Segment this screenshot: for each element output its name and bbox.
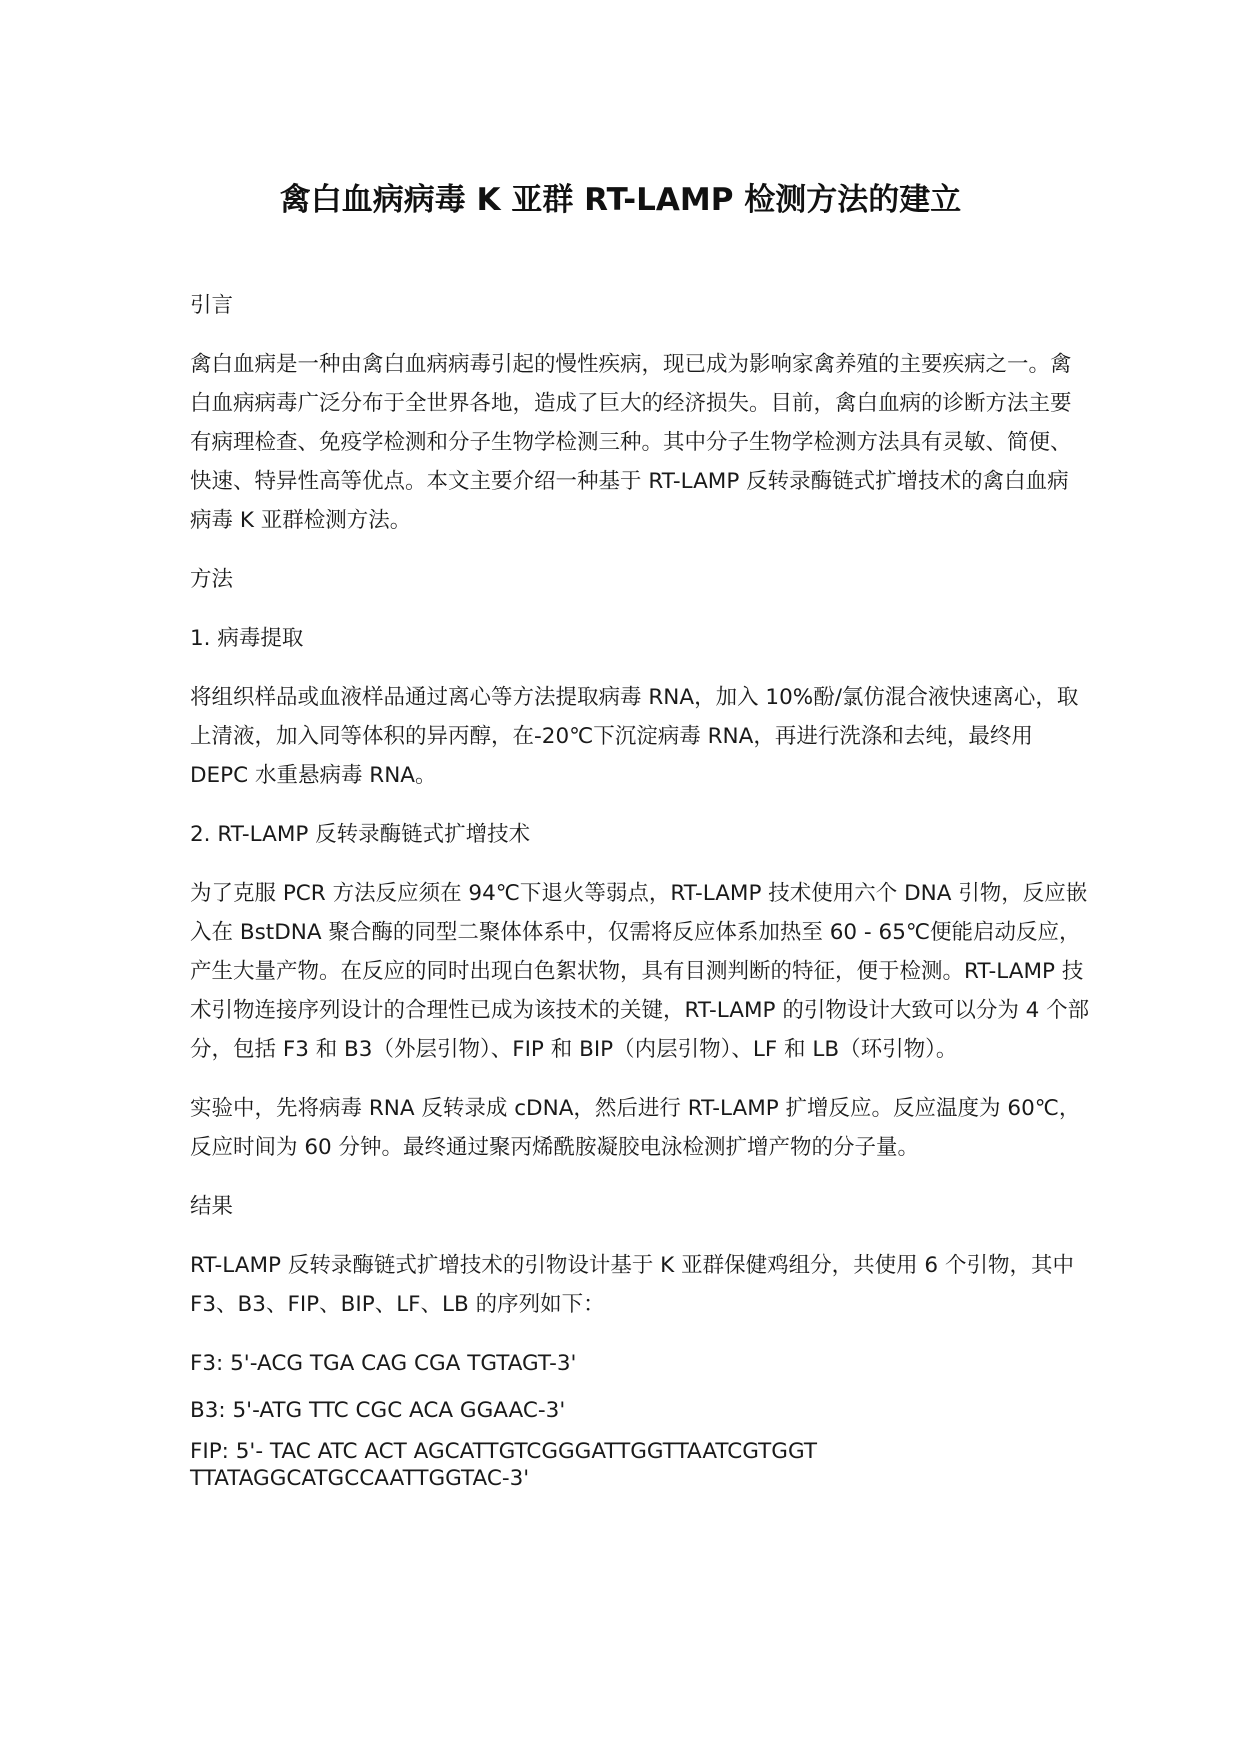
subsection-heading-virus-extraction: 1. 病毒提取 (190, 626, 304, 651)
subsection-heading-rt-lamp: 2. RT-LAMP 反转录酶链式扩增技术 (190, 822, 531, 847)
section-heading-methods: 方法 (190, 567, 234, 592)
section-heading-results: 结果 (190, 1194, 234, 1219)
paragraph-rt-lamp-experiment: 实验中，先将病毒 RNA 反转录成 cDNA，然后进行 RT-LAMP 扩增反应。反应温度为 60℃，反应时间为 60 分钟。最终通过聚丙烯酰胺凝胶电泳检测扩增产物的分子量。 (190, 1096, 1081, 1160)
primer-sequence-b3: B3: 5'-ATG TTC CGC ACA GGAAC-3' (190, 1398, 566, 1423)
document-body (190, 286, 1090, 1492)
primer-sequence-fip (190, 1438, 1090, 1492)
paragraph-virus-extraction: 将组织样品或血液样品通过离心等方法提取病毒 RNA，加入 10%酚/氯仿混合液快速离心，取上清液，加入同等体积的异丙醇，在-20℃下沉淀病毒 RNA，再进行洗涤和去纯，最终用 DEPC 水重悬病毒 RNA。 (190, 685, 1079, 788)
paragraph-rt-lamp-principle: 为了克服 PCR 方法反应须在 94℃下退火等弱点，RT-LAMP 技术使用六个 DNA 引物，反应嵌入在 BstDNA 聚合酶的同型二聚体体系中，仅需将反应体系加热至 60 - 65℃便能启动反应，产生大量产物。在反应的同时出现白色絮状物，具有目测判断的特征，便于检测。RT-LAMP 技术引物连接序列设计的合理性已成为该技术的关键，RT-LAMP 的引物设计大致可以分为 4 个部分，包括 F3 和 B3（外层引物）、FIP 和 BIP（内层引物）、LF 和 LB（环引物）。 (190, 881, 1090, 1062)
primer-sequence-f3: F3: 5'-ACG TGA CAG CGA TGTAGT-3' (190, 1351, 577, 1376)
paragraph-results: RT-LAMP 反转录酶链式扩增技术的引物设计基于 K 亚群保健鸡组分，共使用 6 个引物，其中 F3、B3、FIP、BIP、LF、LB 的序列如下： (190, 1253, 1074, 1317)
primer-sequence-fip-line1: FIP: 5'- TAC ATC ACT AGCATTGTCGGGATTGGTTAATCGTGGT (190, 1439, 817, 1464)
primer-sequence-fip-line2: TTATAGGCATGCCAATTGGTAC-3' (190, 1466, 530, 1491)
paragraph-intro: 禽白血病是一种由禽白血病病毒引起的慢性疾病，现已成为影响家禽养殖的主要疾病之一。禽白血病病毒广泛分布于全世界各地，造成了巨大的经济损失。目前，禽白血病的诊断方法主要有病理检查、免疫学检测和分子生物学检测三种。其中分子生物学检测方法具有灵敏、简便、快速、特异性高等优点。本文主要介绍一种基于 RT-LAMP 反转录酶链式扩增技术的禽白血病病毒 K 亚群检测方法。 (190, 352, 1072, 533)
section-heading-intro: 引言 (190, 293, 234, 318)
document-title: 禽白血病病毒 K 亚群 RT-LAMP 检测方法的建立 (279, 182, 962, 218)
